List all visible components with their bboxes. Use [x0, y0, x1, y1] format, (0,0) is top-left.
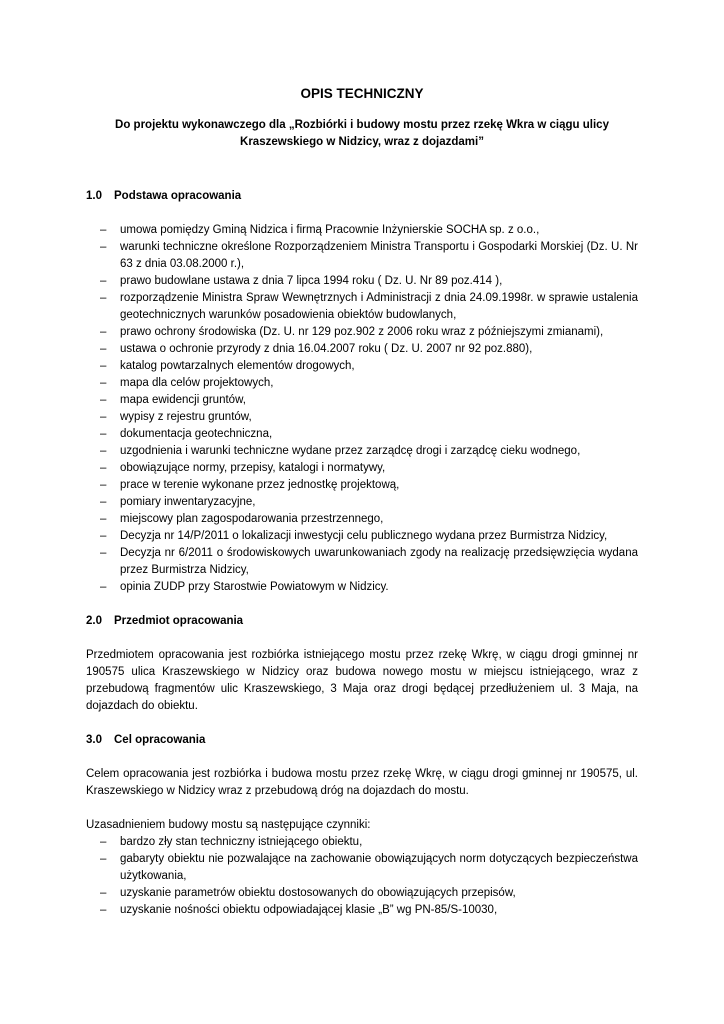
- list-item: [86, 239, 638, 273]
- section-2-heading: [86, 613, 638, 630]
- dash-bullet: –: [100, 496, 107, 508]
- list-item: [86, 273, 638, 290]
- list-item: [86, 885, 638, 902]
- dash-bullet: –: [100, 513, 107, 525]
- list-item: [86, 409, 638, 426]
- section-3-paragraph-2: Uzasadnieniem budowy mostu są następujące czynniki:: [86, 819, 371, 831]
- dash-bullet: –: [100, 411, 107, 423]
- list-item-text: wypisy z rejestru gruntów,: [120, 411, 252, 423]
- dash-bullet: –: [100, 853, 107, 865]
- dash-bullet: –: [100, 479, 107, 491]
- list-item: [86, 851, 638, 885]
- document-page: [86, 86, 638, 919]
- list-item: [86, 834, 638, 851]
- list-item-text: uzyskanie parametrów obiektu dostosowanych do obowiązujących przepisów,: [120, 887, 516, 899]
- list-item-text: Decyzja nr 6/2011 o środowiskowych uwarunkowaniach zgody na realizację przedsięwzięcia wydana przez Burmistrza Nidzicy,: [120, 547, 638, 576]
- list-item-text: miejscowy plan zagospodarowania przestrzennego,: [120, 513, 384, 525]
- dash-bullet: –: [100, 394, 107, 406]
- document-title: OPIS TECHNICZNY: [300, 86, 424, 101]
- section-1-title: Podstawa opracowania: [114, 190, 242, 202]
- section-3-list: [86, 834, 638, 919]
- dash-bullet: –: [100, 445, 107, 457]
- section-3-heading: [86, 732, 638, 749]
- list-item-text: mapa dla celów projektowych,: [120, 377, 274, 389]
- list-item: [86, 511, 638, 528]
- section-3-title: Cel opracowania: [114, 734, 206, 746]
- list-item: [86, 460, 638, 477]
- list-item: [86, 902, 638, 919]
- list-item-text: pomiary inwentaryzacyjne,: [120, 496, 256, 508]
- document-subtitle-line2: Kraszewskiego w Nidzicy, wraz z dojazdami”: [240, 136, 484, 148]
- list-item: [86, 528, 638, 545]
- list-item: [86, 579, 638, 596]
- list-item: [86, 443, 638, 460]
- list-item-text: uzyskanie nośności obiektu odpowiadającej klasie „B” wg PN-85/S-10030,: [120, 904, 498, 916]
- dash-bullet: –: [100, 547, 107, 559]
- list-item-text: prawo budowlane ustawa z dnia 7 lipca 1994 roku ( Dz. U. Nr 89 poz.414 ),: [120, 275, 503, 287]
- list-item-text: bardzo zły stan techniczny istniejącego obiektu,: [120, 836, 363, 848]
- document-subtitle-line1: Do projektu wykonawczego dla „Rozbiórki i budowy mostu przez rzekę Wkra w ciągu ulicy: [115, 119, 609, 131]
- dash-bullet: –: [100, 292, 107, 304]
- list-item-text: prace w terenie wykonane przez jednostkę projektową,: [120, 479, 400, 491]
- list-item-text: umowa pomiędzy Gminą Nidzica i firmą Pracownie Inżynierskie SOCHA sp. z o.o.,: [120, 224, 540, 236]
- list-item-text: mapa ewidencji gruntów,: [120, 394, 246, 406]
- list-item-text: prawo ochrony środowiska (Dz. U. nr 129 poz.902 z 2006 roku wraz z późniejszymi zmianami),: [120, 326, 604, 338]
- section-1-number: 1.0: [86, 190, 102, 202]
- list-item: [86, 324, 638, 341]
- list-item: [86, 358, 638, 375]
- dash-bullet: –: [100, 275, 107, 287]
- section-2-paragraph: Przedmiotem opracowania jest rozbiórka istniejącego mostu przez rzekę Wkrę, w ciągu drogi gminnej nr 190575 ulica Kraszewskiego w Nidzicy oraz budowa nowego mostu w miejscu istniejącego, wraz z przebudową fragmentów ulic Kraszewskiego, 3 Maja oraz drogi będącej przedłużeniem ul. 3 Maja, na dojazdach do obiektu.: [86, 649, 638, 712]
- dash-bullet: –: [100, 360, 107, 372]
- list-item: [86, 375, 638, 392]
- section-1-list: [86, 222, 638, 596]
- list-item-text: uzgodnienia i warunki techniczne wydane przez zarządcę drogi i zarządcę cieku wodnego,: [120, 445, 581, 457]
- dash-bullet: –: [100, 377, 107, 389]
- list-item: [86, 222, 638, 239]
- list-item-text: dokumentacja geotechniczna,: [120, 428, 273, 440]
- list-item: [86, 545, 638, 579]
- list-item-text: warunki techniczne określone Rozporządzeniem Ministra Transportu i Gospodarki Morskiej (Dz. U. Nr 63 z dnia 03.08.2000 r.),: [120, 241, 638, 270]
- dash-bullet: –: [100, 326, 107, 338]
- list-item: [86, 477, 638, 494]
- dash-bullet: –: [100, 530, 107, 542]
- list-item: [86, 290, 638, 324]
- section-3-number: 3.0: [86, 734, 102, 746]
- list-item: [86, 494, 638, 511]
- dash-bullet: –: [100, 581, 107, 593]
- dash-bullet: –: [100, 428, 107, 440]
- dash-bullet: –: [100, 241, 107, 253]
- list-item-text: ustawa o ochronie przyrody z dnia 16.04.2007 roku ( Dz. U. 2007 nr 92 poz.880),: [120, 343, 533, 355]
- list-item-text: obowiązujące normy, przepisy, katalogi i normatywy,: [120, 462, 386, 474]
- section-2-number: 2.0: [86, 615, 102, 627]
- list-item: [86, 426, 638, 443]
- dash-bullet: –: [100, 224, 107, 236]
- list-item-text: opinia ZUDP przy Starostwie Powiatowym w Nidzicy.: [120, 581, 389, 593]
- dash-bullet: –: [100, 904, 107, 916]
- list-item: [86, 392, 638, 409]
- list-item-text: Decyzja nr 14/P/2011 o lokalizacji inwestycji celu publicznego wydana przez Burmistrza Nidzicy,: [120, 530, 608, 542]
- section-1-heading: [86, 188, 638, 205]
- list-item: [86, 341, 638, 358]
- section-2-title: Przedmiot opracowania: [114, 615, 244, 627]
- dash-bullet: –: [100, 462, 107, 474]
- dash-bullet: –: [100, 887, 107, 899]
- list-item-text: katalog powtarzalnych elementów drogowych,: [120, 360, 355, 372]
- dash-bullet: –: [100, 343, 107, 355]
- list-item-text: gabaryty obiektu nie pozwalające na zachowanie obowiązujących norm dotyczących bezpieczeństwa użytkowania,: [120, 853, 638, 882]
- list-item-text: rozporządzenie Ministra Spraw Wewnętrznych i Administracji z dnia 24.09.1998r. w sprawie ustalenia geotechnicznych warunków posadowienia obiektów budowlanych,: [120, 292, 638, 321]
- section-3-paragraph: Celem opracowania jest rozbiórka i budowa mostu przez rzekę Wkrę, w ciągu drogi gminnej nr 190575, ul. Kraszewskiego w Nidzicy wraz z przebudową dróg na dojazdach do mostu.: [86, 768, 638, 797]
- dash-bullet: –: [100, 836, 107, 848]
